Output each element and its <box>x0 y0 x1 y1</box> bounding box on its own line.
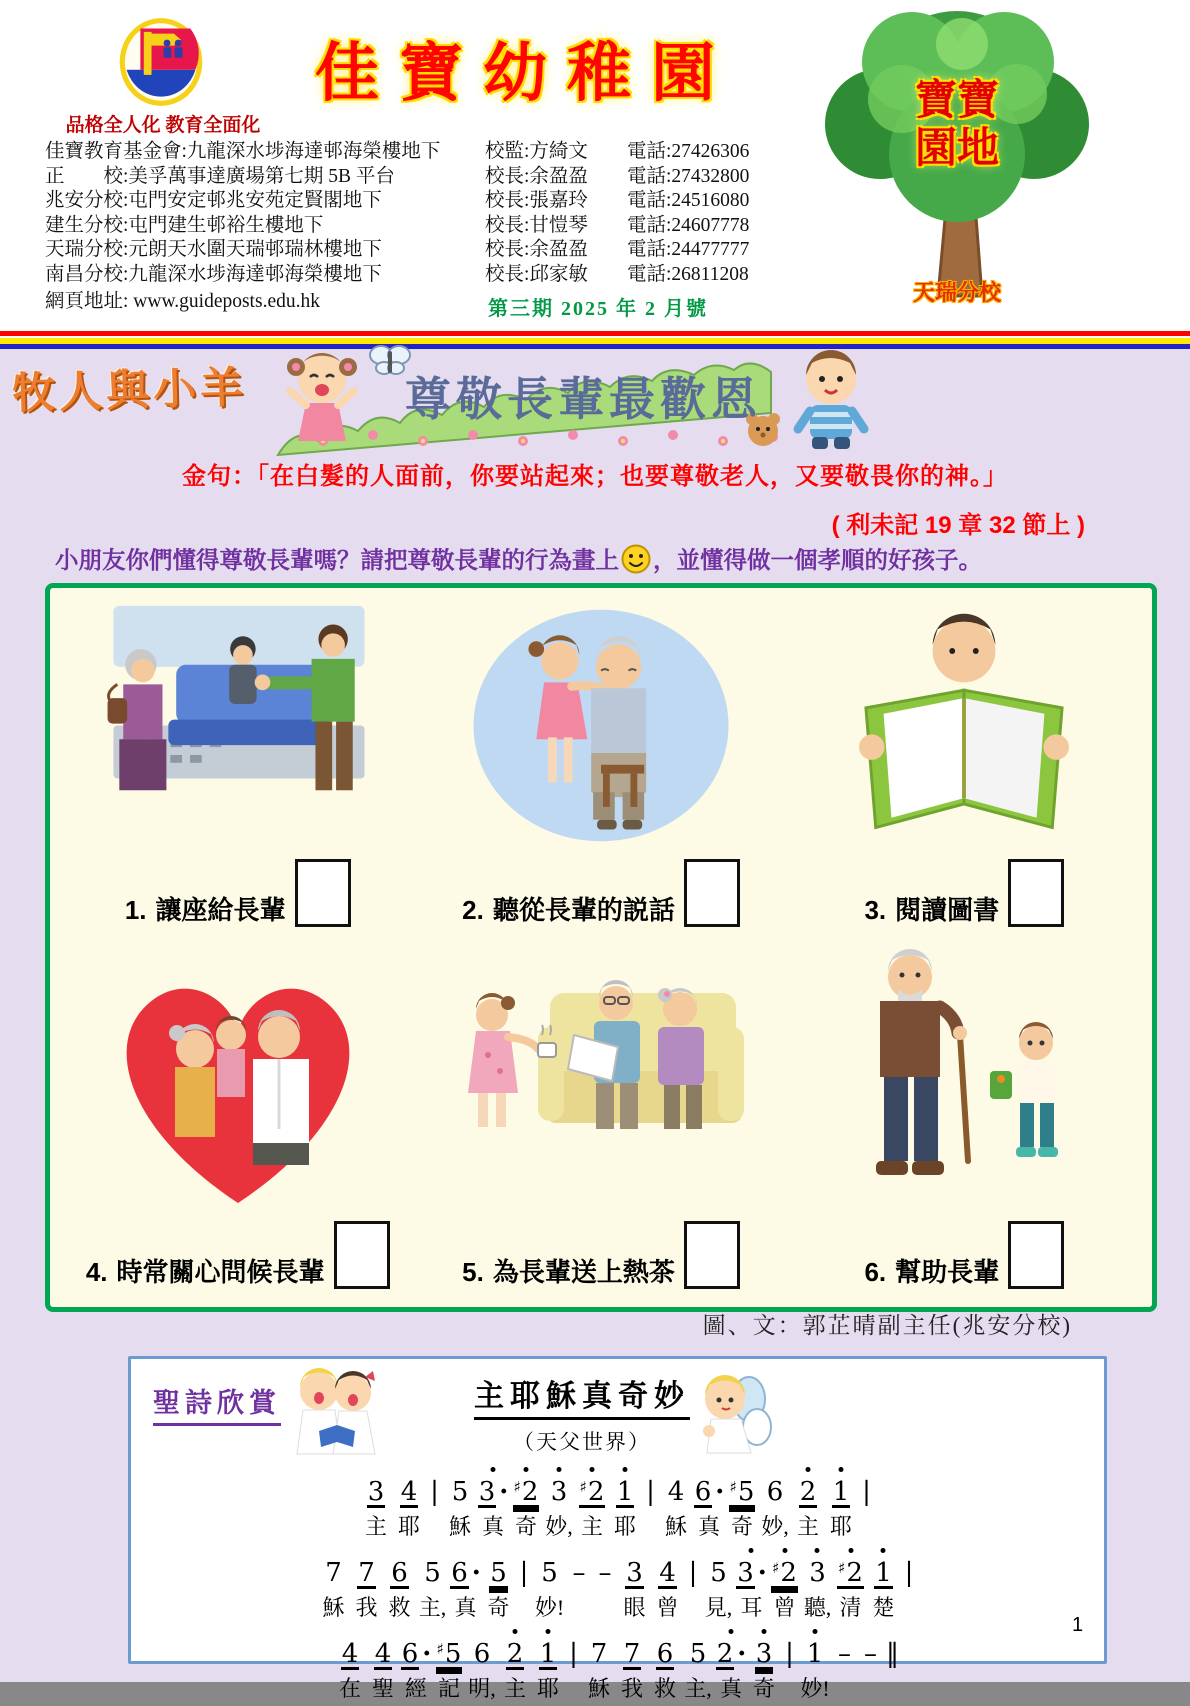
phone-number: 電話:24516080 <box>627 190 750 212</box>
lyric-char: 奇 <box>752 1676 775 1701</box>
note-token: 5 奇 <box>482 1544 515 1623</box>
lyric-char: 經 <box>404 1676 427 1701</box>
note-token: 7 我 <box>616 1625 649 1704</box>
branch-address: 建生分校:屯門建生邨裕生樓地下 <box>45 214 324 236</box>
angel-illustration <box>691 1369 777 1457</box>
answer-checkbox[interactable] <box>684 859 740 927</box>
lyric-char: 真 <box>481 1514 504 1539</box>
school-motto: 品格全人化 教育全面化 <box>65 115 261 136</box>
instruction-after: ，並懂得做一個孝順的好孩子。 <box>653 547 982 573</box>
note-token: 1 妙! <box>799 1625 832 1704</box>
divider-stripes <box>0 331 1190 349</box>
note-token: 5 妙! <box>533 1544 566 1623</box>
note-token: 3 · 耳 <box>735 1544 768 1623</box>
contact-row <box>45 214 805 239</box>
item-number: 2. <box>462 895 484 926</box>
lyric-char: 主 <box>364 1514 387 1539</box>
activity-item-1 <box>56 596 419 931</box>
note-token: 4 耶 <box>393 1463 426 1542</box>
lyric-char: 聖 <box>371 1676 394 1701</box>
hymn-line <box>131 1544 1104 1623</box>
note-token: 1 耶 <box>532 1625 565 1704</box>
answer-checkbox[interactable] <box>295 859 351 927</box>
lyric-char: 奇 <box>514 1514 537 1539</box>
lyric-char: 耶 <box>829 1514 852 1539</box>
lyric-char: 真 <box>697 1514 720 1539</box>
lyric-char: 妙, <box>545 1514 573 1539</box>
note-token: 1 楚 <box>867 1544 900 1623</box>
note-token: 3 · 真 <box>477 1463 510 1542</box>
note-token: 2 主 <box>499 1625 532 1704</box>
lyric-char: 穌 <box>448 1514 471 1539</box>
column-title: 牧人與小羊 <box>11 363 248 419</box>
lyric-char: 耶 <box>536 1676 559 1701</box>
activity-box <box>45 583 1157 1312</box>
hymn-box <box>128 1356 1107 1701</box>
note-token: 6 救 <box>649 1625 682 1704</box>
note-token: 7 穌 <box>317 1544 350 1623</box>
principal-name: 校監:方綺文 <box>485 141 588 162</box>
lyric-char: 救 <box>388 1595 411 1620</box>
credit-line: 圖、文：郭芷晴副主任(兆安分校) <box>702 1313 1072 1338</box>
boy-illustration <box>788 345 874 451</box>
lyric-char: 真 <box>454 1595 477 1620</box>
activity-caption <box>864 1221 1064 1287</box>
lyric-char: 曾 <box>773 1595 796 1620</box>
note-token: ♯5 奇 <box>726 1463 759 1542</box>
note-token: 3 奇 <box>748 1625 781 1704</box>
lyric-char: 真 <box>719 1676 742 1701</box>
principal-name: 校長:余盈盈 <box>485 165 588 187</box>
lyric-char: 主 <box>796 1514 819 1539</box>
lyric-char: 曾 <box>656 1595 679 1620</box>
corner-title <box>874 76 1040 173</box>
note-token: 6 妙, <box>759 1463 792 1542</box>
lyric-char: 奇 <box>487 1595 510 1620</box>
note-token: 4 聖 <box>367 1625 400 1704</box>
note-token: 5 主, <box>416 1544 449 1623</box>
illustration-reading-book <box>824 596 1104 859</box>
lyric-char: 明, <box>468 1676 496 1701</box>
lyric-char: 記 <box>437 1676 460 1701</box>
smiley-icon <box>621 544 651 574</box>
instruction-before: 小朋友你們懂得尊敬長輩嗎？請把尊敬長輩的行為畫上 <box>55 547 619 573</box>
lyric-char: 我 <box>620 1676 643 1701</box>
lyric-char: 見, <box>704 1595 733 1620</box>
lyric-char: 妙! <box>800 1676 830 1701</box>
note-token: | <box>904 1558 914 1588</box>
branch-address: 正 校:美孚萬事達廣場第七期 5B 平台 <box>45 165 395 187</box>
principal-name: 校長:邱家敏 <box>485 263 588 285</box>
note-token: | <box>430 1477 439 1507</box>
item-label: 為長輩送上熱茶 <box>492 1257 675 1288</box>
note-token: 3 妙, <box>543 1463 576 1542</box>
note-token: 1 耶 <box>609 1463 642 1542</box>
note-token: 6 救 <box>383 1544 416 1623</box>
corner-title-line1: 寶寶 <box>914 76 999 123</box>
phone-number: 電話:27432800 <box>627 165 750 187</box>
contact-row <box>45 140 805 165</box>
hymn-line <box>131 1625 1104 1704</box>
lyric-char: 主, <box>684 1676 712 1701</box>
illustration-helping-elder <box>814 931 1114 1221</box>
lyric-char: 清 <box>839 1595 862 1620</box>
lyric-char: 耶 <box>397 1514 420 1539</box>
note-token: 2 主 <box>792 1463 825 1542</box>
activity-item-2 <box>419 596 782 931</box>
banner-headline: 尊敬長輩最歡恩 <box>405 374 762 425</box>
lyric-char: 耶 <box>613 1514 636 1539</box>
note-token: 2 · 真 <box>715 1625 748 1704</box>
branch-address: 佳寶教育基金會:九龍深水埗海達邨海榮樓地下 <box>45 141 441 162</box>
activity-item-4 <box>56 931 419 1288</box>
hymn-title: 主耶穌真奇妙 <box>474 1371 690 1420</box>
hymn-line <box>131 1463 1104 1542</box>
instruction-line <box>55 541 1155 575</box>
note-token: 1 耶 <box>825 1463 858 1542</box>
note-token: 6 · 真 <box>449 1544 482 1623</box>
lyric-char: 楚 <box>872 1595 895 1620</box>
item-number: 6. <box>864 1257 887 1288</box>
lyric-char: 主, <box>418 1595 447 1620</box>
principal-name: 校長:余盈盈 <box>485 239 588 261</box>
contact-row <box>45 238 805 263</box>
item-number: 3. <box>864 895 887 926</box>
principal-name: 校長:甘愷琴 <box>485 214 588 236</box>
lyric-char: 主 <box>580 1514 603 1539</box>
note-token: 6 · 真 <box>693 1463 726 1542</box>
lyric-char: 妙, <box>761 1514 789 1539</box>
answer-checkbox[interactable] <box>1008 1221 1064 1289</box>
activity-item-6 <box>783 931 1146 1288</box>
note-token: 4 穌 <box>660 1463 693 1542</box>
item-label: 時常關心問候長輩 <box>116 1257 325 1288</box>
branch-address: 天瑞分校:元朗天水圍天瑞邨瑞林樓地下 <box>45 239 382 261</box>
note-token: 3 主 <box>360 1463 393 1542</box>
item-label: 讓座給長輩 <box>155 895 286 926</box>
lyric-char: 主 <box>503 1676 526 1701</box>
answer-checkbox[interactable] <box>684 1221 740 1289</box>
lyric-char: 穌 <box>587 1676 610 1701</box>
note-token: ♯2 清 <box>834 1544 867 1623</box>
note-token: – <box>572 1558 586 1588</box>
lyric-char: 救 <box>653 1676 676 1701</box>
illustration-giving-seat <box>83 596 393 859</box>
answer-checkbox[interactable] <box>1008 859 1064 927</box>
note-token: | <box>646 1477 655 1507</box>
lyric-char: 聽, <box>803 1595 832 1620</box>
section-banner <box>0 349 1190 451</box>
note-token: 3 眼 <box>618 1544 651 1623</box>
branch-address: 兆安分校:屯門安定邨兆安苑定賢閣地下 <box>45 190 382 212</box>
note-token: 7 我 <box>350 1544 383 1623</box>
note-token: 6 明, <box>466 1625 499 1704</box>
note-token: – <box>838 1639 851 1669</box>
hymn-section-title: 聖詩欣賞 <box>153 1381 281 1426</box>
girl-illustration <box>276 345 368 453</box>
activity-item-3 <box>783 596 1146 931</box>
note-token: ♯2 主 <box>576 1463 609 1542</box>
answer-checkbox[interactable] <box>334 1221 390 1289</box>
note-token: 4 曾 <box>651 1544 684 1623</box>
branch-address: 南昌分校:九龍深水埗海達邨海榮樓地下 <box>45 263 382 285</box>
illustration-serving-tea <box>446 931 756 1221</box>
corner-branch-label: 天瑞分校 <box>912 280 1001 305</box>
golden-verse: 金句：「在白髮的人面前，你要站起來；也要尊敬老人，又要敬畏你的神。」 <box>182 463 1008 490</box>
item-number: 1. <box>124 895 147 926</box>
note-token: ♯2 曾 <box>768 1544 801 1623</box>
hymn-notation <box>131 1463 1104 1706</box>
verse-reference: ( 利未記 19 章 32 節上 ) <box>831 512 1085 539</box>
note-token: – <box>598 1558 612 1588</box>
activity-caption <box>462 859 740 925</box>
note-token: | <box>688 1558 698 1588</box>
phone-number: 電話:27426306 <box>627 141 750 162</box>
activity-caption <box>86 1221 390 1287</box>
contact-row <box>45 263 805 288</box>
phone-number: 電話:26811208 <box>627 263 749 285</box>
illustration-caring-family <box>83 931 393 1221</box>
lyric-char: 穌 <box>664 1514 687 1539</box>
phone-number: 電話:24607778 <box>627 214 750 236</box>
masthead <box>0 0 1190 332</box>
activity-caption <box>462 1221 740 1287</box>
lyric-char: 妙! <box>534 1595 565 1620</box>
item-number: 5. <box>462 1257 484 1288</box>
item-label: 幫助長輩 <box>895 1257 1000 1288</box>
item-label: 聽從長輩的説話 <box>492 895 675 926</box>
note-token: ♯5 記 <box>433 1625 466 1704</box>
lyric-char: 在 <box>338 1676 361 1701</box>
activity-item-5 <box>419 931 782 1288</box>
lyric-char: 我 <box>355 1595 378 1620</box>
note-token: 3 聽, <box>801 1544 834 1623</box>
note-token: | <box>569 1639 578 1669</box>
item-label: 閱讀圖書 <box>895 895 1000 926</box>
note-token: | <box>785 1639 794 1669</box>
phone-number: 電話:24477777 <box>627 239 750 261</box>
corner-tree <box>812 4 1102 309</box>
website-address: 網頁地址: www.guideposts.edu.hk <box>45 290 320 312</box>
note-token: 5 見, <box>702 1544 735 1623</box>
lyric-char: 奇 <box>730 1514 753 1539</box>
activity-caption <box>864 859 1064 925</box>
principal-name: 校長:張嘉玲 <box>485 190 588 212</box>
contact-row <box>45 189 805 214</box>
page-number: 1 <box>1072 1614 1084 1636</box>
note-token: ‖ <box>886 1639 899 1669</box>
note-token: 4 在 <box>334 1625 367 1704</box>
illustration-listening-elder <box>451 596 751 859</box>
issue-number: 第三期 2025 年 2 月號 <box>488 298 708 320</box>
contact-block <box>45 140 805 315</box>
note-token: 6 · 經 <box>400 1625 433 1704</box>
note-token: 5 主, <box>682 1625 715 1704</box>
contact-row <box>45 165 805 190</box>
activity-caption <box>125 859 351 925</box>
school-logo-icon <box>118 16 204 108</box>
note-token: 5 穌 <box>444 1463 477 1542</box>
lyric-char: 耳 <box>740 1595 763 1620</box>
corner-title-line2: 園地 <box>914 124 999 172</box>
note-token: | <box>519 1558 529 1588</box>
lyric-char: 眼 <box>623 1595 646 1620</box>
note-token: 7 穌 <box>583 1625 616 1704</box>
note-token: – <box>864 1639 877 1669</box>
item-number: 4. <box>85 1257 108 1288</box>
kids-singing-illustration <box>289 1365 385 1457</box>
note-token: ♯2 奇 <box>510 1463 543 1542</box>
lyric-char: 穌 <box>322 1595 345 1620</box>
school-name: 佳寶幼稚園 <box>315 38 735 109</box>
note-token: | <box>862 1477 871 1507</box>
hymn-subtitle: （天父世界） <box>513 1430 651 1454</box>
